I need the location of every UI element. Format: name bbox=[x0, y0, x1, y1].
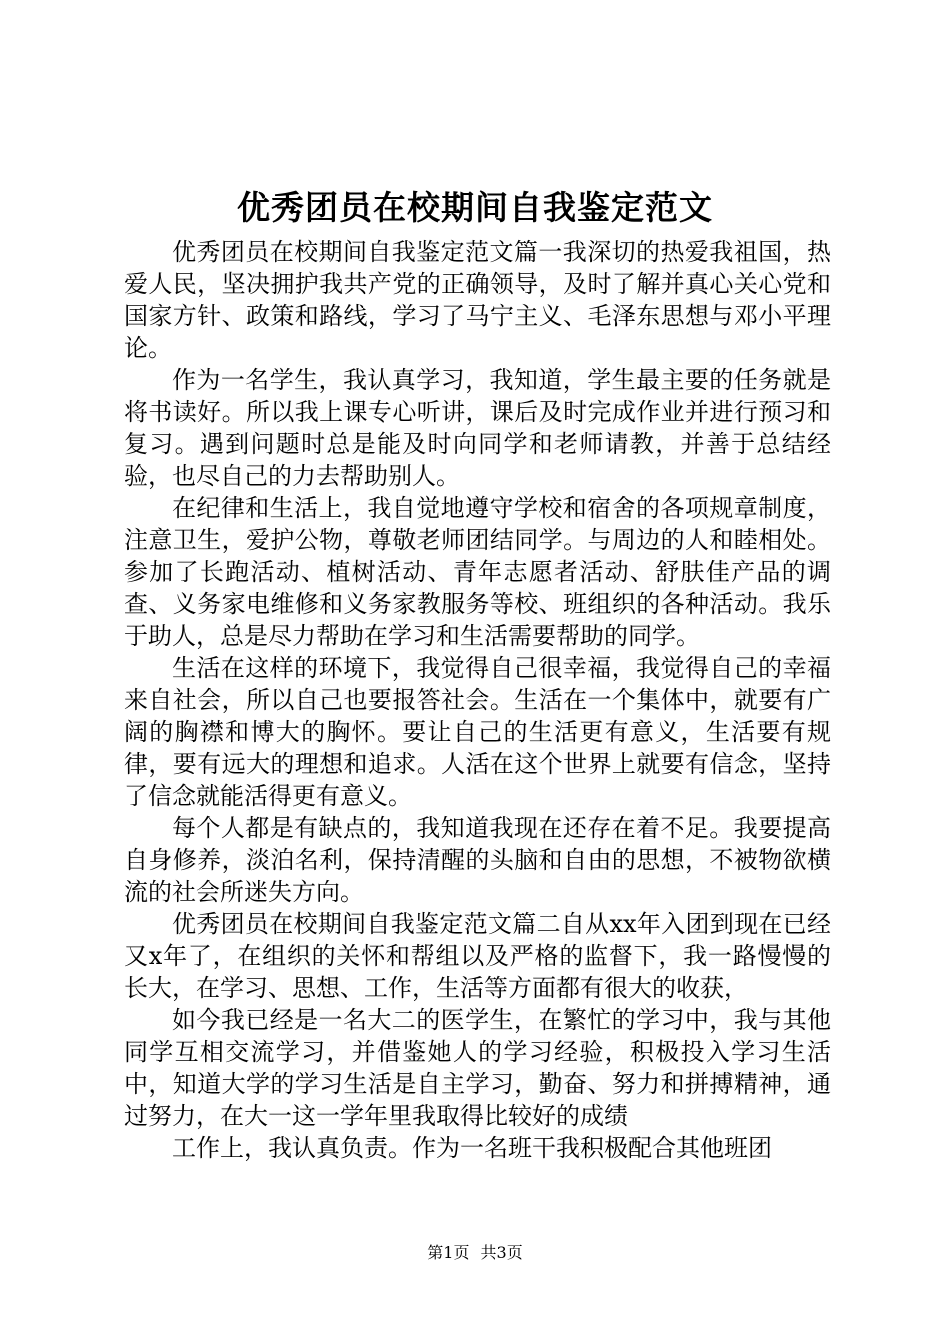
paragraph: 工作上，我认真负责。作为一名班干我积极配合其他班团 bbox=[172, 1134, 772, 1162]
paragraph: 每个人都是有缺点的，我知道我现在还存在着不足。我要提高自身修养，淡泊名利，保持清醒的头脑和自由的思想，不被物欲横流的社会所迷失方向。 bbox=[124, 814, 831, 906]
paragraph: 作为一名学生，我认真学习，我知道，学生最主要的任务就是将书读好。所以我上课专心听讲，课后及时完成作业并进行预习和复习。遇到问题时总是能及时向同学和老师请教，并善于总结经验，也尽自己的力去帮助别人。 bbox=[124, 366, 831, 490]
paragraph: 如今我已经是一名大二的医学生，在繁忙的学习中，我与其他同学互相交流学习，并借鉴她人的学习经验，积极投入学习生活中，知道大学的学习生活是自主学习，勤奋、努力和拼搏精神，通过努力，在大一这一学年里我取得比较好的成绩 bbox=[124, 1006, 831, 1130]
paragraph: 在纪律和生活上，我自觉地遵守学校和宿舍的各项规章制度，注意卫生，爱护公物，尊敬老师团结同学。与周边的人和睦相处。参加了长跑活动、植树活动、青年志愿者活动、舒肤佳产品的调查、义务家电维修和义务家教服务等校、班组织的各种活动。我乐于助人，总是尽力帮助在学习和生活需要帮助的同学。 bbox=[124, 494, 831, 650]
paragraph: 优秀团员在校期间自我鉴定范文篇二自从xx年入团到现在已经又x年了，在组织的关怀和帮组以及严格的监督下，我一路慢慢的长大，在学习、思想、工作，生活等方面都有很大的收获， bbox=[124, 910, 831, 1002]
paragraph: 生活在这样的环境下，我觉得自己很幸福，我觉得自己的幸福来自社会，所以自己也要报答社会。生活在一个集体中，就要有广阔的胸襟和博大的胸怀。要让自己的生活更有意义，生活要有规律，要有远大的理想和追求。人活在这个世界上就要有信念，坚持了信念就能活得更有意义。 bbox=[124, 654, 831, 810]
page-footer bbox=[0, 1243, 950, 1263]
document-title: 优秀团员在校期间自我鉴定范文 bbox=[237, 188, 713, 227]
document-body bbox=[124, 236, 831, 1164]
page-number: 第1页 bbox=[427, 1243, 470, 1262]
page-total: 共3页 bbox=[480, 1243, 523, 1262]
paragraph: 优秀团员在校期间自我鉴定范文篇一我深切的热爱我祖国，热爱人民，坚决拥护我共产党的正确领导，及时了解并真心关心党和国家方针、政策和路线，学习了马宁主义、毛泽东思想与邓小平理论。 bbox=[124, 238, 831, 362]
